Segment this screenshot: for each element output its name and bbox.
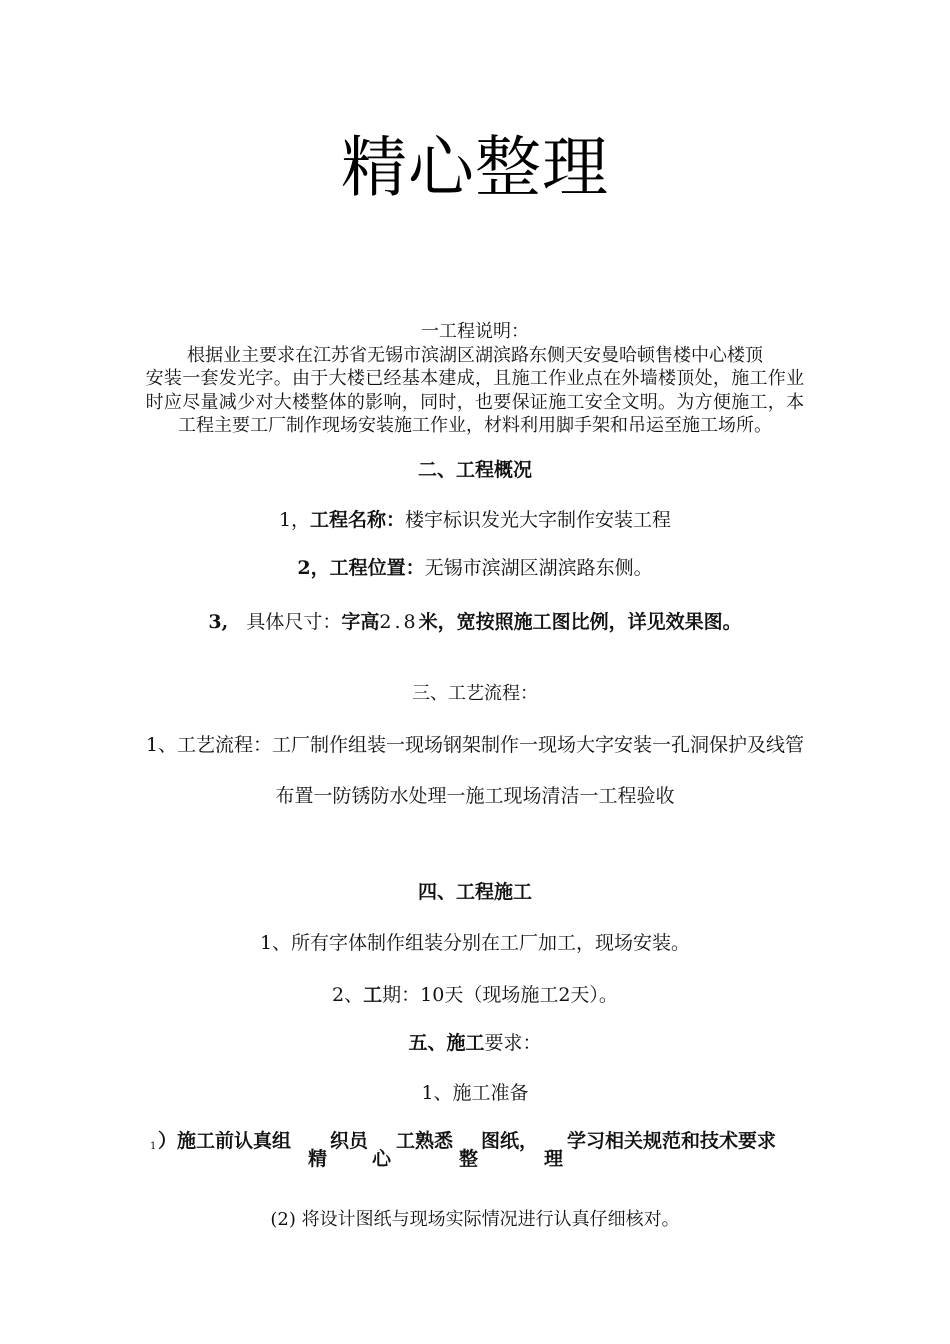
intro-heading: 一工程说明： bbox=[421, 321, 529, 342]
watermark-fragment: 理 bbox=[544, 1148, 564, 1170]
construction-item-1: 1、所有字体制作组装分别在工厂加工，现场安装。 bbox=[259, 932, 691, 954]
heading-bold: 五、施工 bbox=[408, 1032, 485, 1054]
construction-heading: 四、工程施工 bbox=[417, 881, 532, 903]
requirements-item-2: (2) 将设计图纸与现场实际情况进行认真仔细核对。 bbox=[270, 1209, 680, 1230]
requirements-sub-1: 1、施工准备 bbox=[421, 1082, 529, 1104]
item-label: 工 bbox=[363, 984, 383, 1006]
item-number: 1， bbox=[278, 509, 311, 531]
overview-item-location bbox=[0, 556, 950, 580]
item-label: 工程位置： bbox=[329, 557, 425, 579]
item-value: 无锡市滨湖区湖滨路东侧。 bbox=[424, 557, 653, 579]
requirements-heading bbox=[0, 1031, 950, 1055]
item-value: 期：10天（现场施工2天）。 bbox=[382, 984, 618, 1006]
text-fragment: 工熟悉 bbox=[396, 1130, 454, 1152]
text-fragment: 学习相关规范和技术要求 bbox=[567, 1130, 777, 1152]
item-number-small: 1 bbox=[150, 1141, 157, 1152]
text-fragment: 织员 bbox=[330, 1130, 369, 1152]
item-label: 工程名称： bbox=[310, 509, 406, 531]
item-value-prefix: 字高 bbox=[341, 611, 380, 633]
item-number: 2， bbox=[297, 557, 330, 579]
intro-line-1: 根据业主要求在江苏省无锡市滨湖区湖滨路东侧天安曼哈顿售楼中心楼顶 bbox=[187, 344, 763, 366]
heading-rest: 要求： bbox=[484, 1032, 542, 1054]
intro-section bbox=[90, 320, 860, 438]
watermark-title: 精心整理 bbox=[341, 129, 609, 206]
item-value: 楼宇标识发光大字制作安装工程 bbox=[405, 509, 672, 531]
overview-item-size bbox=[0, 610, 950, 634]
overview-heading: 二、工程概况 bbox=[417, 459, 532, 481]
watermark-fragment: 心 bbox=[372, 1148, 392, 1170]
overview-item-name bbox=[0, 508, 950, 532]
construction-item-2 bbox=[0, 983, 950, 1007]
process-line-2: 布置一防锈防水处理一施工现场清洁一工程验收 bbox=[275, 785, 675, 807]
item-number: 2、 bbox=[332, 984, 364, 1006]
process-line-1: 1、工艺流程：工厂制作组装一现场钢架制作一现场大字安装一孔洞保护及线管 bbox=[145, 734, 805, 756]
process-heading: 三、工艺流程： bbox=[412, 683, 538, 704]
text-fragment: ）施工前认真组 bbox=[158, 1130, 292, 1152]
requirements-item-1 bbox=[0, 1124, 950, 1174]
intro-line-3: 时应尽量减少对大楼整体的影响，同时，也要保证施工安全文明。为方便施工，本 bbox=[145, 391, 805, 413]
item-label: 具体尺寸： bbox=[246, 611, 342, 633]
item-number: 3, bbox=[208, 611, 229, 633]
intro-line-2: 安装一套发光字。由于大楼已经基本建成，且施工作业点在外墙楼顶处，施工作业 bbox=[145, 368, 805, 389]
intro-line-4: 工程主要工厂制作现场安装施工作业，材料利用脚手架和吊运至施工场所。 bbox=[178, 415, 772, 436]
text-fragment: 图纸， bbox=[481, 1130, 539, 1152]
watermark-fragment: 精 bbox=[308, 1148, 328, 1170]
item-value-rest: 米，宽按照施工图比例，详见效果图。 bbox=[418, 611, 742, 633]
watermark-fragment: 整 bbox=[459, 1148, 479, 1170]
item-size: 2.8 bbox=[379, 611, 419, 633]
